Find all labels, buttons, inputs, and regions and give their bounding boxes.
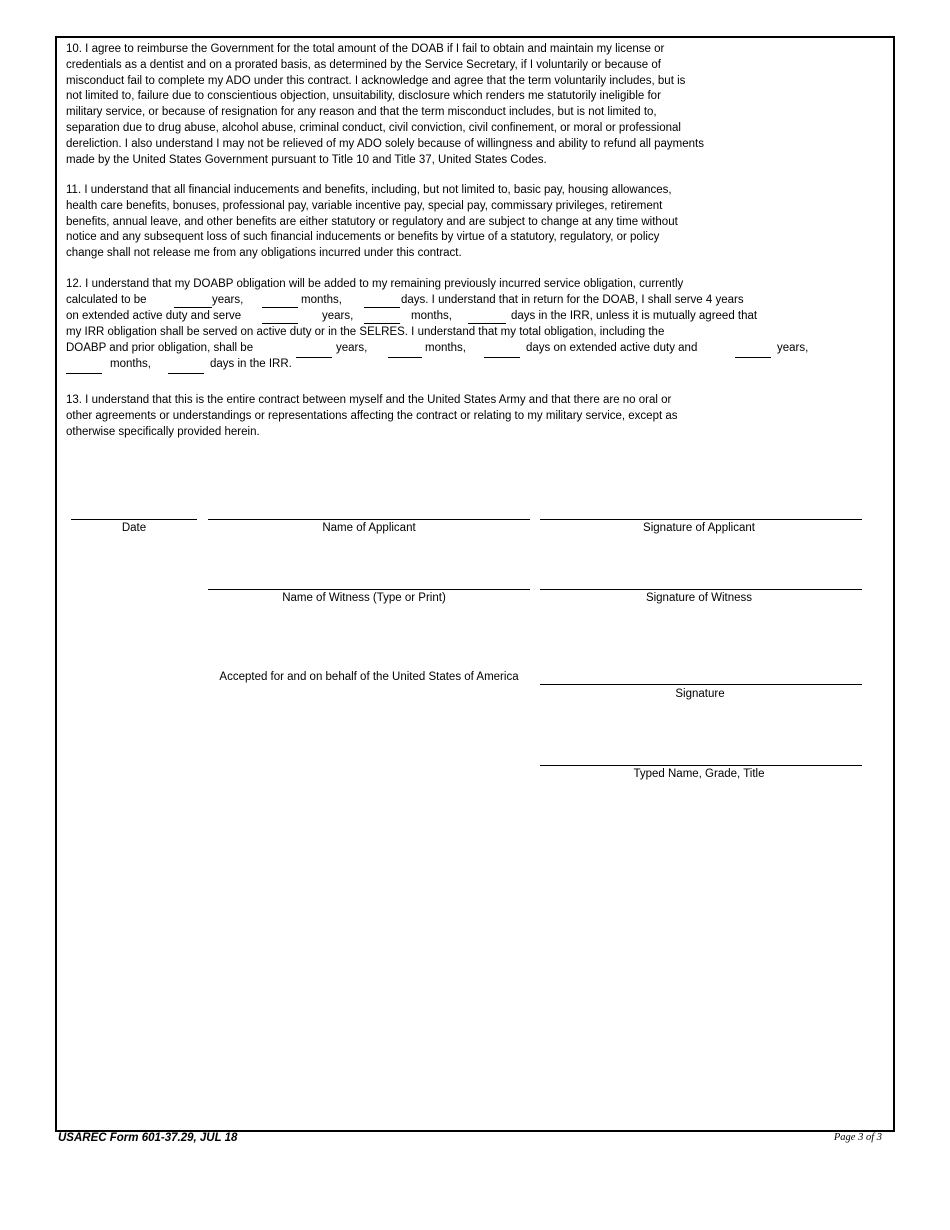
irr-days-blank[interactable] <box>468 323 506 324</box>
government-signature-label: Signature <box>675 688 725 700</box>
paragraph-line: misconduct fail to complete my ADO under this contract. I acknowledge and agree that the term voluntarily includes, but is <box>66 74 686 87</box>
obligation-months-blank[interactable] <box>262 307 298 308</box>
paragraph-line: 13. I understand that this is the entire contract between myself and the United States Army and that there are no oral or <box>66 394 672 406</box>
paragraph-13 <box>66 393 826 440</box>
paragraph-line: 10. I agree to reimburse the Government for the total amount of the DOAB if I fail to obtain and maintain my license or <box>66 43 665 55</box>
paragraph-line: health care benefits, bonuses, professional pay, variable incentive pay, special pay, commissary privileges, retirement <box>66 199 663 212</box>
paragraph-line: separation due to drug abuse, alcohol abuse, criminal conduct, civil conviction, civil confinement, or moral or professional <box>66 121 681 134</box>
obligation-days-blank[interactable] <box>364 307 400 308</box>
paragraph-line: other agreements or understandings or representations affecting the contract or relating to my military service, except as <box>66 409 678 422</box>
applicant-signature-label: Signature of Applicant <box>643 522 755 534</box>
paragraph-line: my IRR obligation shall be served on active duty or in the SELRES. I understand that my total obligation, including the <box>66 326 665 338</box>
paragraph-10 <box>66 42 826 168</box>
witness-signature-line[interactable] <box>540 589 862 590</box>
paragraph-line: notice and any subsequent loss of such financial inducements or benefits by virtue of a statutory, regulatory, or policy <box>66 231 660 244</box>
paragraph-line: not limited to, failure due to conscientious objection, unsuitability, disclosure which renders me statutorily ineligible for <box>66 90 661 103</box>
witness-signature-label: Signature of Witness <box>645 592 753 604</box>
irr-years-blank[interactable] <box>262 323 298 324</box>
date-label: Date <box>121 522 147 534</box>
form-identifier: USAREC Form 601-37.29, JUL 18 <box>58 1132 238 1144</box>
accepted-statement: Accepted for and on behalf of the United States of America <box>219 671 519 683</box>
paragraph-text: years, <box>212 294 244 306</box>
applicant-name-label: Name of Applicant <box>322 522 416 534</box>
total-irr-months-blank[interactable] <box>66 373 102 374</box>
paragraph-text: years, <box>336 342 368 354</box>
paragraph-text: months, <box>425 342 466 354</box>
paragraph-line: otherwise specifically provided herein. <box>66 425 260 438</box>
applicant-signature-line[interactable] <box>540 519 862 520</box>
typed-name-line[interactable] <box>540 765 862 766</box>
applicant-name-line[interactable] <box>208 519 530 520</box>
total-irr-years-blank[interactable] <box>735 357 771 358</box>
government-signature-line[interactable] <box>540 684 862 685</box>
irr-months-blank[interactable] <box>364 323 400 324</box>
total-irr-days-blank[interactable] <box>168 373 204 374</box>
paragraph-text: months, <box>411 310 452 322</box>
page-number: Page 3 of 3 <box>833 1132 882 1143</box>
witness-name-line[interactable] <box>208 589 530 590</box>
paragraph-text: DOABP and prior obligation, shall be <box>66 342 254 354</box>
paragraph-line: change shall not release me from any obligations incurred under this contract. <box>66 247 462 260</box>
paragraph-text: days on extended active duty and <box>526 342 698 354</box>
total-months-blank[interactable] <box>388 357 422 358</box>
paragraph-line: credentials as a dentist and on a prorated basis, as determined by the Service Secretary, if I voluntarily or because of <box>66 58 661 71</box>
paragraph-11 <box>66 183 826 262</box>
paragraph-text: on extended active duty and serve <box>66 310 242 322</box>
paragraph-text: days. I understand that in return for the DOAB, I shall serve 4 years <box>401 294 744 306</box>
paragraph-line: benefits, annual leave, and other benefits are either statutory or regulatory and are subject to change at any time without <box>66 215 678 228</box>
paragraph-text: years, <box>322 310 354 322</box>
date-line[interactable] <box>71 519 197 520</box>
paragraph-text: months, <box>110 358 151 370</box>
witness-name-label: Name of Witness (Type or Print) <box>282 592 446 604</box>
paragraph-line: made by the United States Government pursuant to Title 10 and Title 37, United States Codes. <box>66 153 547 166</box>
paragraph-text: days in the IRR, unless it is mutually agreed that <box>511 310 758 322</box>
paragraph-text: calculated to be <box>66 294 147 306</box>
total-days-blank[interactable] <box>484 357 520 358</box>
paragraph-text: days in the IRR. <box>210 358 292 370</box>
paragraph-line: military service, or because of resignation for any reason and that the term misconduct includes, but is not limited to, <box>66 106 657 119</box>
paragraph-text: years, <box>777 342 809 354</box>
typed-name-label: Typed Name, Grade, Title <box>633 768 765 780</box>
paragraph-text: months, <box>301 294 342 306</box>
obligation-years-blank[interactable] <box>174 307 212 308</box>
paragraph-line: dereliction. I also understand I may not be relieved of my ADO solely because of willingness and ability to refund all payments <box>66 137 704 150</box>
paragraph-line: 11. I understand that all financial inducements and benefits, including, but not limited to, basic pay, housing allowances, <box>66 184 672 196</box>
total-years-blank[interactable] <box>296 357 332 358</box>
paragraph-line: 12. I understand that my DOABP obligation will be added to my remaining previously incurred service obligation, currently <box>66 278 684 290</box>
